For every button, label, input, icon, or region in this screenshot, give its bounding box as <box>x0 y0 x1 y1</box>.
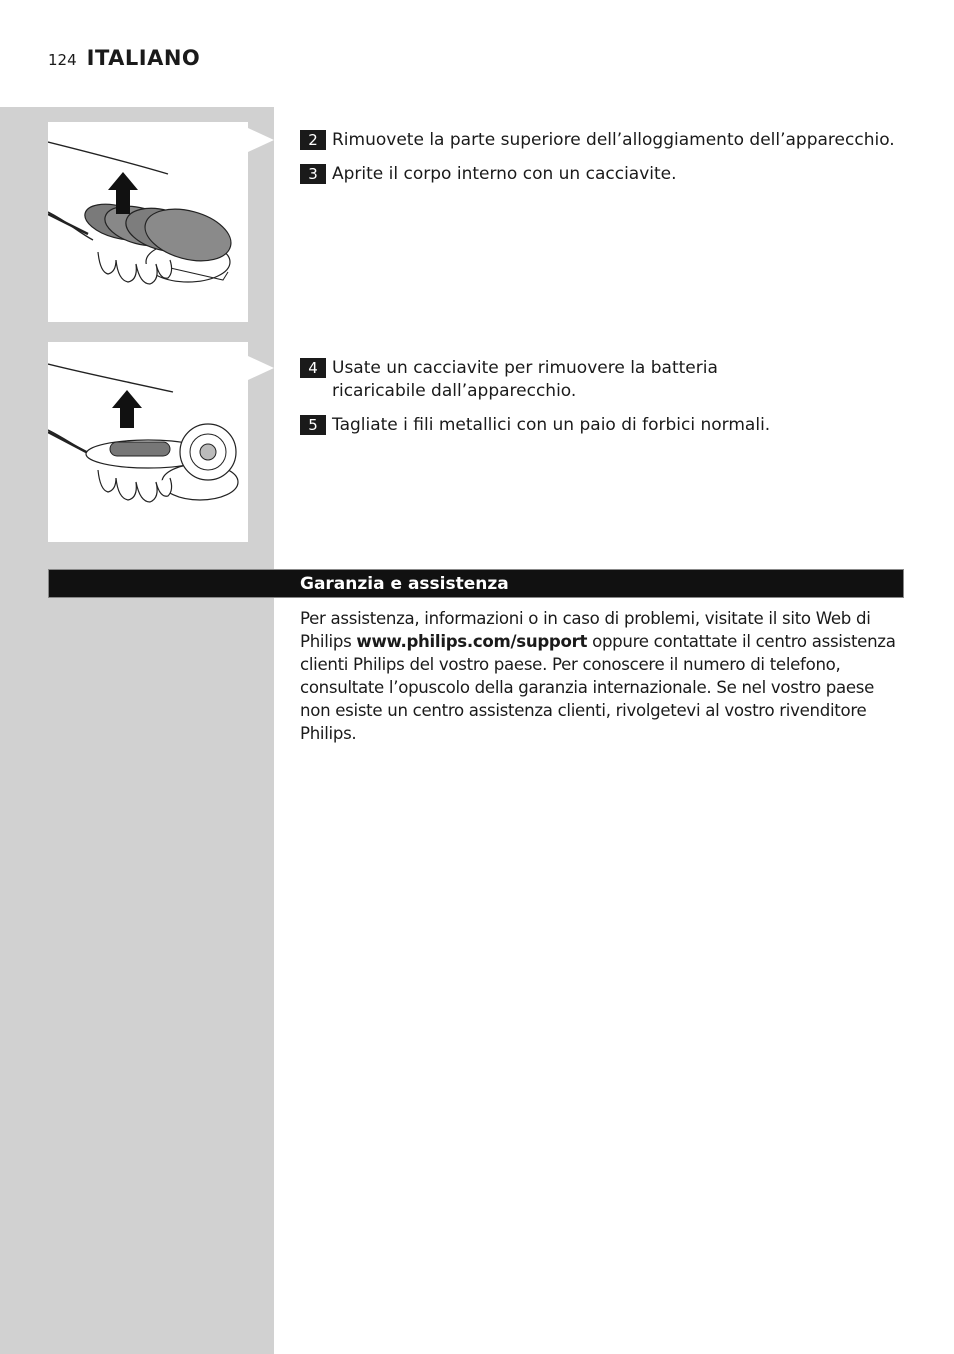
warranty-paragraph <box>300 607 906 745</box>
step-text: Rimuovete la parte superiore dell’alloggiamento dell’apparecchio. <box>332 130 895 150</box>
language-title: ITALIANO <box>86 46 201 70</box>
step-text: Aprite il corpo interno con un cacciavite. <box>332 164 677 184</box>
illustration-remove-battery <box>48 342 248 542</box>
step-number-badge: 5 <box>300 415 326 435</box>
section-header-bar <box>48 569 904 598</box>
step-text: Usate un cacciavite per rimuovere la batteria ricaricabile dall’apparecchio. <box>332 358 718 401</box>
page-number: 124 <box>48 51 77 69</box>
illustration-remove-top-housing <box>48 122 248 322</box>
figure-pointer <box>248 356 274 380</box>
step-number-badge: 3 <box>300 164 326 184</box>
page-header <box>48 46 200 76</box>
up-arrow-icon <box>112 390 142 428</box>
step-3 <box>300 163 900 186</box>
step-5 <box>300 414 900 437</box>
section-title: Garanzia e assistenza <box>300 574 509 594</box>
step-2 <box>300 129 900 152</box>
step-text: Tagliate i fili metallici con un paio di forbici normali. <box>332 415 771 435</box>
step-4 <box>300 357 900 403</box>
paragraph-text: Per assistenza, informazioni o in caso di problemi, visitate il sito Web di Philips <box>300 609 871 651</box>
step-number-badge: 2 <box>300 130 326 150</box>
paragraph-text: oppure contattate il centro assistenza clienti Philips del vostro paese. Per conoscere il numero di telefono, consultate l’opuscolo della garanzia internazionale. Se nel vostro paese non esiste un centro assistenza clienti, rivolgetevi al vostro rivenditore Philips. <box>300 632 896 743</box>
support-link[interactable]: www.philips.com/support <box>356 632 588 651</box>
step-number-badge: 4 <box>300 358 326 378</box>
figure-pointer <box>248 128 274 152</box>
